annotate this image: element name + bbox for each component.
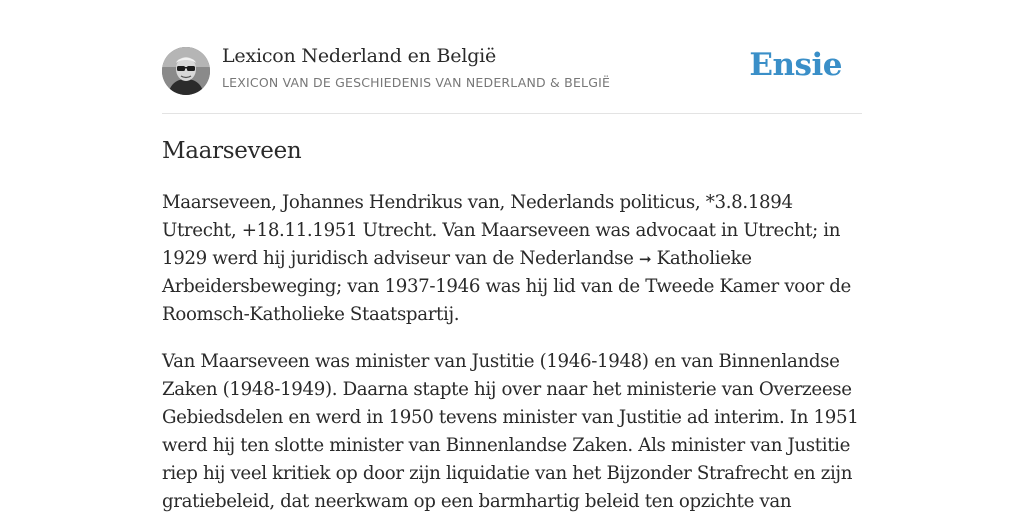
author-avatar[interactable] [162,47,210,95]
link-katholieke-arbeidersbeweging[interactable]: Katholieke Arbeidersbeweging [162,248,752,297]
arrow-right-icon: ➞ [638,250,652,268]
header [162,0,862,114]
paragraph-text: ; van 1937-1946 was hij lid van de Tweede Kamer voor de Roomsch-Katholieke Staatspartij. [162,276,851,325]
brand-logo[interactable]: Ensie [749,47,842,83]
content-container [162,0,862,512]
article-paragraph-1 [162,189,862,329]
article-paragraph-2: Van Maarseveen was minister van Justitie (1946-1948) en van Binnenlandse Zaken (1948-1949). Daarna stapte hij over naar het ministerie van Overzeese Gebiedsdelen en werd in 1950 tevens minister van Justitie ad interim. In 1951 werd hij ten slotte minister van Binnenlandse Zaken. Als minister van Justitie riep hij veel kritiek op door zijn liquidatie van het Bijzonder Strafrecht en zijn gratiebeleid, dat neerkwam op een barmhartig beleid ten opzichte van [162,351,859,512]
page-title: Maarseveen [162,138,302,164]
author-portrait-icon [162,47,210,95]
lexicon-subtitle: LEXICON VAN DE GESCHIEDENIS VAN NEDERLAND & BELGIË [222,75,611,90]
article-body [162,189,862,512]
lexicon-name[interactable]: Lexicon Nederland en België [222,45,497,67]
paragraph-text: Maarseveen, Johannes Hendrikus van, Nederlands politicus, *3.8.1894 Utrecht, +18.11.1951 Utrecht. Van Maarseveen was advocaat in Utrecht; in 1929 werd hij juridisch adviseur van de Nederlandse [162,192,841,269]
